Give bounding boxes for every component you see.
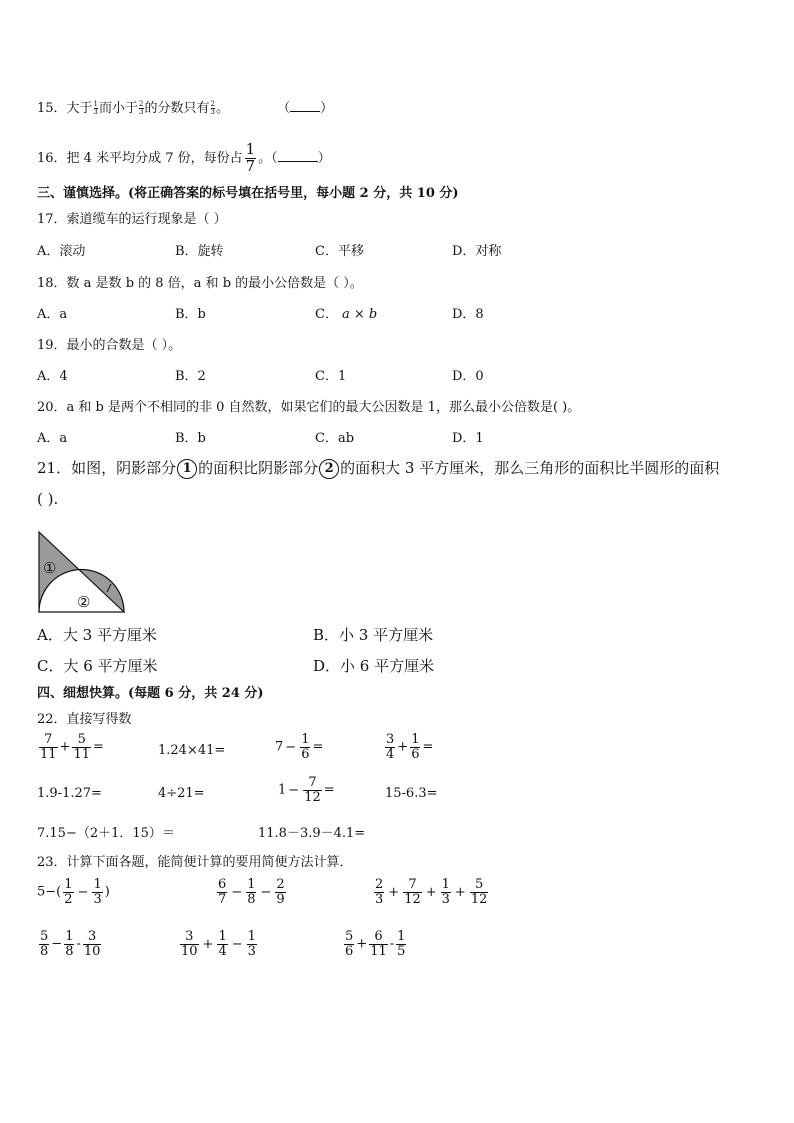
q22-r1a-f1-num: 7 xyxy=(44,732,53,747)
question-15 xyxy=(37,97,333,116)
q23-e3-op3: + xyxy=(454,884,466,900)
q23-e1-f1-num: 1 xyxy=(64,877,73,892)
q21-option-d[interactable]: D．小 6 平方厘米 xyxy=(313,657,435,675)
q22-r1a-f2-num: 5 xyxy=(77,732,86,747)
q22-r1c-eq: = xyxy=(312,739,324,755)
q23-e6-f1-num: 5 xyxy=(345,929,354,944)
q23-e3-f1-den: 3 xyxy=(375,891,384,907)
q23-e3-frac-3 xyxy=(441,878,451,906)
q23-e6-f3-num: 1 xyxy=(397,929,406,944)
q21-circle-1: 1 xyxy=(177,459,197,479)
q21-stem-d: ( ). xyxy=(37,490,59,508)
q23-e6-frac-1 xyxy=(344,930,354,958)
q23-e1-f2-den: 3 xyxy=(93,891,102,907)
q23-e5-op2: − xyxy=(231,936,243,952)
q23-e2-op2: − xyxy=(260,884,272,900)
q23-e6-op1: + xyxy=(356,936,368,952)
q23-e3-f3-num: 1 xyxy=(441,877,450,892)
q23-e2-f2-den: 8 xyxy=(247,891,256,907)
q20-option-a[interactable]: A．a xyxy=(37,431,68,446)
q23-e6-op2: - xyxy=(389,936,395,952)
q17-option-a[interactable]: A．滚动 xyxy=(37,244,86,259)
q15-fraction-2 xyxy=(139,101,143,116)
q22-r2-expr-d: 15-6.3= xyxy=(385,786,438,801)
question-22-stem: 22．直接写得数 xyxy=(37,712,132,727)
q23-e4-f1-den: 8 xyxy=(40,943,49,959)
q15-lead: 15．大于 xyxy=(37,101,93,116)
q22-r2c-eq: = xyxy=(323,782,335,798)
q22-r1d-frac-2 xyxy=(410,733,420,761)
q22-r1c-op: − xyxy=(285,739,297,755)
q23-e6-frac-3 xyxy=(396,930,406,958)
q22-r1c-f-num: 1 xyxy=(301,732,310,747)
q22-r1c-frac xyxy=(300,733,310,761)
q23-expr-4 xyxy=(37,930,103,958)
q18-option-c-label: C． xyxy=(315,307,338,322)
q23-e1-f1-den: 2 xyxy=(64,891,73,907)
q23-expr-6 xyxy=(342,930,408,958)
q22-r2-expr-b: 4÷21= xyxy=(158,786,205,801)
q23-e3-f3-den: 3 xyxy=(441,891,450,907)
q19-option-a[interactable]: A．4 xyxy=(37,369,68,384)
q23-e4-f2-den: 8 xyxy=(65,943,74,959)
q22-r1a-frac-2 xyxy=(72,733,91,761)
q23-e1-f2-num: 1 xyxy=(93,877,102,892)
q23-e5-f3-den: 3 xyxy=(247,943,256,959)
q23-e6-f2-num: 6 xyxy=(374,929,383,944)
q22-r1-expr-a xyxy=(37,733,104,761)
q23-e2-f1-num: 6 xyxy=(218,877,227,892)
q23-e5-f3-num: 1 xyxy=(247,929,256,944)
q18-option-b[interactable]: B．b xyxy=(175,307,206,322)
q23-e2-frac-2 xyxy=(246,878,256,906)
q23-e3-frac-2 xyxy=(403,878,422,906)
q22-r3-expr-b: 11.8－3.9－4.1= xyxy=(258,826,366,841)
q23-e1-frac-2 xyxy=(92,878,102,906)
q22-r1a-op: + xyxy=(59,739,71,755)
section-3-heading: 三、谨慎选择。(将正确答案的标号填在括号里，每小题 2 分，共 10 分) xyxy=(37,186,459,201)
q23-e5-f2-den: 4 xyxy=(218,943,227,959)
q23-e5-f2-num: 1 xyxy=(218,929,227,944)
q23-e1-close: ) xyxy=(104,884,110,900)
question-23-stem: 23．计算下面各题，能简便计算的要用简便方法计算． xyxy=(37,855,353,870)
q15-mid2: 的分数只有 xyxy=(144,101,210,116)
question-20-stem: 20．a 和 b 是两个不相同的非 0 自然数，如果它们的最大公因数是 1，那么最小公倍数是( )。 xyxy=(37,400,581,415)
q15-mid: 而小于 xyxy=(99,101,139,116)
q21-stem-a: 21．如图，阴影部分 xyxy=(37,459,177,477)
q19-option-c[interactable]: C．1 xyxy=(315,369,347,384)
q19-option-d[interactable]: D．0 xyxy=(452,369,484,384)
q23-e3-f4-den: 12 xyxy=(470,891,488,907)
q16-f-den: 7 xyxy=(245,156,256,175)
question-16 xyxy=(37,142,331,175)
q15-f2-den: 3 xyxy=(139,108,144,116)
q19-option-b[interactable]: B．2 xyxy=(175,369,206,384)
q16-f-num: 1 xyxy=(245,140,256,158)
q18-option-d[interactable]: D．8 xyxy=(452,307,484,322)
q23-e4-frac-3 xyxy=(83,930,102,958)
q23-e3-f2-num: 7 xyxy=(408,877,417,892)
q20-option-d[interactable]: D．1 xyxy=(452,431,484,446)
q23-e2-op1: − xyxy=(231,884,243,900)
q23-e5-f1-den: 10 xyxy=(181,943,198,959)
q23-e1-frac-1 xyxy=(63,878,73,906)
question-17-stem: 17．索道缆车的运行现象是（ ） xyxy=(37,212,227,227)
q21-figure xyxy=(37,530,129,616)
q23-e4-op2: - xyxy=(76,936,81,952)
q23-e4-frac-2 xyxy=(64,930,74,958)
q23-e4-f2-num: 1 xyxy=(65,929,74,944)
q23-e5-frac-3 xyxy=(247,930,257,958)
q15-f3-den: 3 xyxy=(210,108,215,116)
q18-option-c-expr: a × b xyxy=(341,307,378,322)
q21-stem-b: 的面积比阴影部分 xyxy=(198,459,319,477)
q22-r1d-f2-num: 1 xyxy=(411,732,420,747)
q23-e5-frac-1 xyxy=(180,930,199,958)
q21-option-a[interactable]: A．大 3 平方厘米 xyxy=(37,626,157,644)
q23-expr-3 xyxy=(372,878,490,906)
q23-e3-f2-den: 12 xyxy=(404,891,421,907)
q23-e1-lead: 5−( xyxy=(37,884,62,900)
q20-option-c[interactable]: C．ab xyxy=(315,431,355,446)
q23-e5-op1: + xyxy=(202,936,214,952)
q22-r2c-frac xyxy=(303,776,322,804)
q22-r1-expr-b: 1.24×41= xyxy=(158,743,226,758)
q21-circle-2: 2 xyxy=(319,459,339,479)
q23-e4-f3-den: 10 xyxy=(83,943,101,959)
q16-lead: 16．把 4 米平均分成 7 份，每份占 xyxy=(37,150,243,166)
q21-option-c[interactable]: C．大 6 平方厘米 xyxy=(37,657,158,675)
q16-answer-blank[interactable] xyxy=(278,150,318,162)
q17-option-d[interactable]: D．对称 xyxy=(452,244,502,259)
q22-r1c-f-den: 6 xyxy=(301,746,310,762)
q23-e2-f3-num: 2 xyxy=(276,877,285,892)
q15-answer-blank[interactable] xyxy=(290,100,320,112)
figure-label-2: ② xyxy=(77,593,91,611)
q22-r1a-frac-1 xyxy=(39,733,58,761)
q23-e3-op1: + xyxy=(388,884,400,900)
q22-r2-expr-c xyxy=(278,776,335,804)
figure-label-1: ① xyxy=(43,559,57,577)
q15-f3-num: 2 xyxy=(210,100,215,108)
q15-paren-close: ） xyxy=(320,101,334,116)
q23-e4-frac-1 xyxy=(39,930,49,958)
q15-f1-num: 1 xyxy=(93,100,99,108)
q16-close: ） xyxy=(317,150,331,166)
q22-r2-expr-a: 1.9-1.27= xyxy=(37,786,102,801)
q22-r2c-f-num: 7 xyxy=(308,775,317,790)
q22-r3-expr-a: 7.15−（2＋1．15）＝ xyxy=(37,826,175,841)
q21-stem-c: 的面积大 3 平方厘米，那么三角形的面积比半圆形的面积 xyxy=(340,459,720,477)
question-21-stem xyxy=(37,457,719,479)
q23-e3-frac-1 xyxy=(374,878,384,906)
q23-expr-1 xyxy=(37,878,110,906)
q22-r2c-f-den: 12 xyxy=(304,789,321,805)
q15-fraction-1 xyxy=(94,101,98,116)
q23-e2-f2-num: 1 xyxy=(247,877,256,892)
q15-answer-paren[interactable] xyxy=(277,101,333,116)
q23-e5-frac-2 xyxy=(217,930,227,958)
q22-r2c-op: − xyxy=(288,782,300,798)
q16-fraction xyxy=(245,142,257,175)
q15-tail: 。 xyxy=(215,101,229,116)
q15-paren-open: （ xyxy=(277,101,291,116)
q22-r1d-eq: = xyxy=(422,739,434,755)
q23-e3-f1-num: 2 xyxy=(375,877,384,892)
q20-option-b[interactable]: B．b xyxy=(175,431,206,446)
q23-e2-frac-3 xyxy=(275,878,285,906)
q17-option-b[interactable]: B．旋转 xyxy=(175,244,224,259)
q16-tail: 。（ xyxy=(258,150,278,166)
q15-fraction-3 xyxy=(211,101,215,116)
q23-e4-f3-num: 3 xyxy=(88,929,97,944)
q23-e2-frac-1 xyxy=(217,878,227,906)
q22-r1d-f1-num: 3 xyxy=(386,732,395,747)
q23-e6-f2-den: 11 xyxy=(370,943,387,959)
q23-e3-frac-4 xyxy=(470,878,489,906)
section-4-heading: 四、细想快算。(每题 6 分，共 24 分) xyxy=(37,686,264,701)
q22-r1d-frac-1 xyxy=(385,733,395,761)
q22-r1d-f1-den: 4 xyxy=(386,746,395,762)
q23-e5-f1-num: 3 xyxy=(185,929,194,944)
q23-e6-f3-den: 5 xyxy=(397,943,406,959)
q22-r1a-f1-den: 11 xyxy=(40,746,57,762)
q22-r1a-f2-den: 11 xyxy=(73,746,90,762)
q23-e1-op: − xyxy=(77,884,89,900)
q22-r1d-op: + xyxy=(397,739,409,755)
q23-e4-op1: − xyxy=(51,936,63,952)
question-18-stem: 18．数 a 是数 b 的 8 倍，a 和 b 的最小公倍数是（ ）。 xyxy=(37,276,363,291)
question-19-stem: 19．最小的合数是（ ）。 xyxy=(37,338,182,353)
q18-option-c[interactable] xyxy=(315,303,377,322)
q23-e2-f3-den: 9 xyxy=(276,891,285,907)
q18-option-a[interactable]: A．a xyxy=(37,307,68,322)
q23-e2-f1-den: 7 xyxy=(218,891,227,907)
q23-e3-f4-num: 5 xyxy=(474,877,484,892)
q21-option-b[interactable]: B．小 3 平方厘米 xyxy=(313,626,434,644)
q23-e4-f1-num: 5 xyxy=(40,929,49,944)
q22-r1c-whole: 7 xyxy=(275,739,284,755)
q22-r1-expr-d xyxy=(383,733,433,761)
q22-r2c-whole: 1 xyxy=(278,782,287,798)
q22-r1a-eq: = xyxy=(93,739,104,755)
q23-e6-f1-den: 6 xyxy=(345,943,354,959)
q17-option-c[interactable]: C．平移 xyxy=(315,244,364,259)
q23-expr-5 xyxy=(178,930,259,958)
q15-f2-num: 2 xyxy=(139,100,144,108)
q23-expr-2 xyxy=(215,878,288,906)
q22-r1d-f2-den: 6 xyxy=(411,746,420,762)
q23-e3-op2: + xyxy=(425,884,437,900)
q22-r1-expr-c xyxy=(275,733,323,761)
q15-f1-den: 3 xyxy=(93,108,99,116)
q23-e6-frac-2 xyxy=(369,930,388,958)
